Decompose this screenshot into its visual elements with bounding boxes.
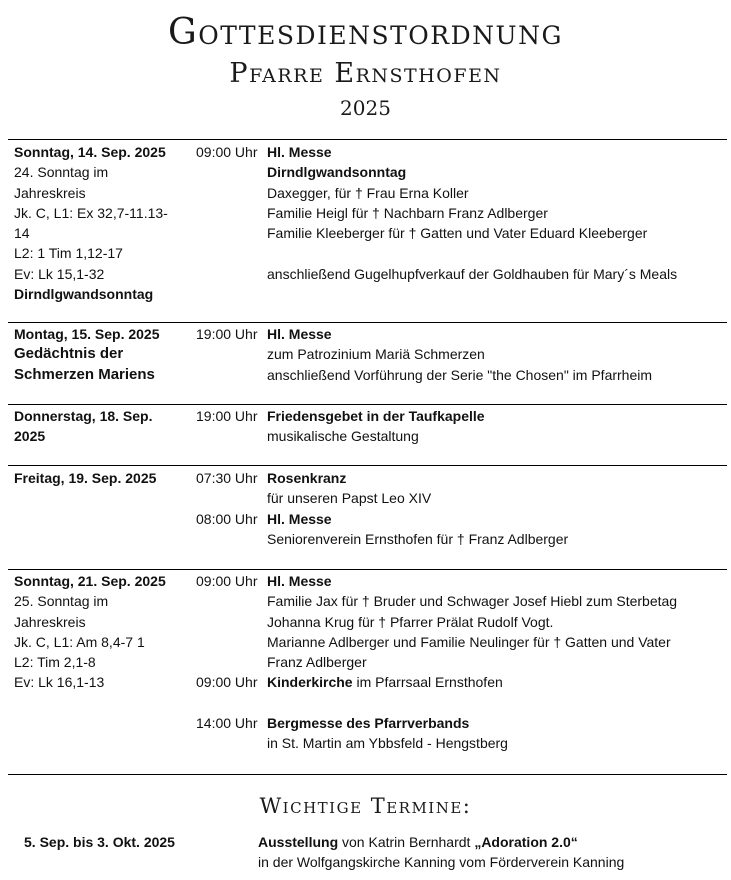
- service-line: musikalische Gestaltung: [267, 428, 419, 445]
- important-details: [258, 832, 718, 873]
- service-details: [267, 571, 727, 754]
- entry-date: 2025: [14, 428, 46, 445]
- service-line: Seniorenverein Ernsthofen für † Franz Adlberger: [267, 530, 569, 547]
- event-artist: von Katrin Bernhardt: [338, 834, 475, 850]
- service-line: anschließend Gugelhupfverkauf der Goldhauben für Mary´s Meals: [267, 265, 678, 282]
- service-line: in St. Martin am Ybbsfeld - Hengstberg: [267, 735, 508, 752]
- service-title: Hl. Messe: [267, 144, 332, 160]
- liturgy-line: Jahreskreis: [14, 184, 86, 201]
- liturgy-line: 24. Sonntag im: [14, 164, 109, 181]
- entry-date-column: [14, 142, 192, 304]
- entry-date: Freitag, 19. Sep. 2025: [14, 470, 157, 486]
- entry-date: Donnerstag, 18. Sep.: [14, 408, 153, 424]
- service-title: Hl. Messe: [267, 326, 332, 342]
- service-title: Hl. Messe: [267, 573, 332, 589]
- year: 2025: [340, 96, 391, 120]
- service-line: für unseren Papst Leo XIV: [267, 490, 432, 507]
- spacer: [196, 632, 262, 652]
- liturgy-line: Ev: Lk 15,1-32: [14, 265, 105, 282]
- service-time: 07:30 Uhr: [196, 470, 258, 486]
- service-time: 19:00 Uhr: [196, 408, 258, 424]
- important-date: 5. Sep. bis 3. Okt. 2025: [24, 834, 175, 850]
- entry-date: Sonntag, 21. Sep. 2025: [14, 573, 166, 589]
- divider: [8, 322, 727, 323]
- service-details: [267, 406, 727, 447]
- divider: [8, 139, 727, 140]
- important-line: [258, 832, 718, 852]
- service-times: [196, 571, 262, 733]
- service-line: Familie Jax für † Bruder und Schwager Josef Hiebl zum Sterbetag: [267, 593, 678, 610]
- spacer: [196, 488, 262, 508]
- service-line: [267, 672, 727, 692]
- important-line: in der Wolfgangskirche Kanning vom Förderverein Kanning: [258, 854, 625, 871]
- service-location: im Pfarrsaal Ernsthofen: [352, 674, 503, 691]
- page-title: Gottesdienstordnung: [168, 12, 563, 53]
- spacer: [267, 693, 727, 713]
- divider: [8, 404, 727, 405]
- liturgy-line: Jahreskreis: [14, 613, 86, 630]
- service-title: Rosenkranz: [267, 470, 347, 486]
- service-line: zum Patrozinium Mariä Schmerzen: [267, 346, 485, 363]
- service-line: anschließend Vorführung der Serie "the Chosen" im Pfarrheim: [267, 366, 653, 383]
- entry-date-column: [14, 406, 192, 447]
- divider: [8, 774, 727, 775]
- spacer: [196, 591, 262, 611]
- service-line: Familie Heigl für † Nachbarn Franz Adlberger: [267, 204, 548, 221]
- liturgy-line: 25. Sonntag im: [14, 593, 109, 610]
- service-title: Hl. Messe: [267, 510, 332, 527]
- important-dates-heading: Wichtige Termine:: [259, 794, 472, 818]
- event-title: „Adoration 2.0“: [474, 834, 578, 850]
- spacer: [196, 612, 262, 632]
- parish-name: Pfarre Ernsthofen: [229, 58, 502, 89]
- liturgy-line: Jk. C, L1: Ex 32,7-11.13-: [14, 204, 168, 221]
- spacer: [196, 652, 262, 672]
- service-time: 14:00 Uhr: [196, 715, 258, 732]
- divider: [8, 465, 727, 466]
- event-label: Ausstellung: [258, 834, 339, 850]
- service-title: Friedensgebet in der Taufkapelle: [267, 408, 485, 424]
- service-line: Dirndlgwandsonntag: [267, 164, 407, 181]
- divider: [8, 569, 727, 570]
- occasion-label: Dirndlgwandsonntag: [14, 286, 154, 303]
- liturgy-line: Jk. C, L1: Am 8,4-7 1: [14, 633, 145, 650]
- feast-name: Schmerzen Mariens: [14, 365, 155, 383]
- service-title: Kinderkirche: [267, 674, 353, 691]
- entry-date-column: [14, 571, 192, 693]
- service-time: 09:00 Uhr: [196, 674, 258, 691]
- service-line: Familie Kleeberger für † Gatten und Vater Eduard Kleeberger: [267, 225, 648, 242]
- liturgy-line: L2: Tim 2,1-8: [14, 654, 96, 671]
- service-details: [267, 324, 727, 385]
- entry-date: Sonntag, 14. Sep. 2025: [14, 144, 166, 160]
- liturgy-line: L2: 1 Tim 1,12-17: [14, 245, 123, 262]
- service-details: [267, 142, 727, 284]
- service-line: Marianne Adlberger und Familie Neulinger für † Gatten und Vater: [267, 633, 671, 650]
- service-line: Franz Adlberger: [267, 654, 367, 671]
- service-line: Daxegger, für † Frau Erna Koller: [267, 184, 469, 201]
- liturgy-line: 14: [14, 225, 30, 242]
- service-time: 09:00 Uhr: [196, 573, 258, 589]
- spacer: [196, 693, 262, 713]
- service-time: 19:00 Uhr: [196, 326, 258, 342]
- liturgy-line: Ev: Lk 16,1-13: [14, 674, 105, 691]
- service-line: [267, 243, 727, 263]
- entry-date-column: [14, 324, 192, 385]
- entry-date-column: [14, 468, 192, 488]
- service-time: 08:00 Uhr: [196, 510, 258, 527]
- service-times: [196, 468, 262, 529]
- feast-name: Gedächtnis der: [14, 345, 124, 363]
- service-line: Johanna Krug für † Pfarrer Prälat Rudolf Vogt.: [267, 613, 554, 630]
- service-details: [267, 468, 727, 549]
- service-time: 09:00 Uhr: [196, 144, 258, 160]
- service-title: Bergmesse des Pfarrverbands: [267, 715, 470, 732]
- entry-date: Montag, 15. Sep. 2025: [14, 326, 160, 342]
